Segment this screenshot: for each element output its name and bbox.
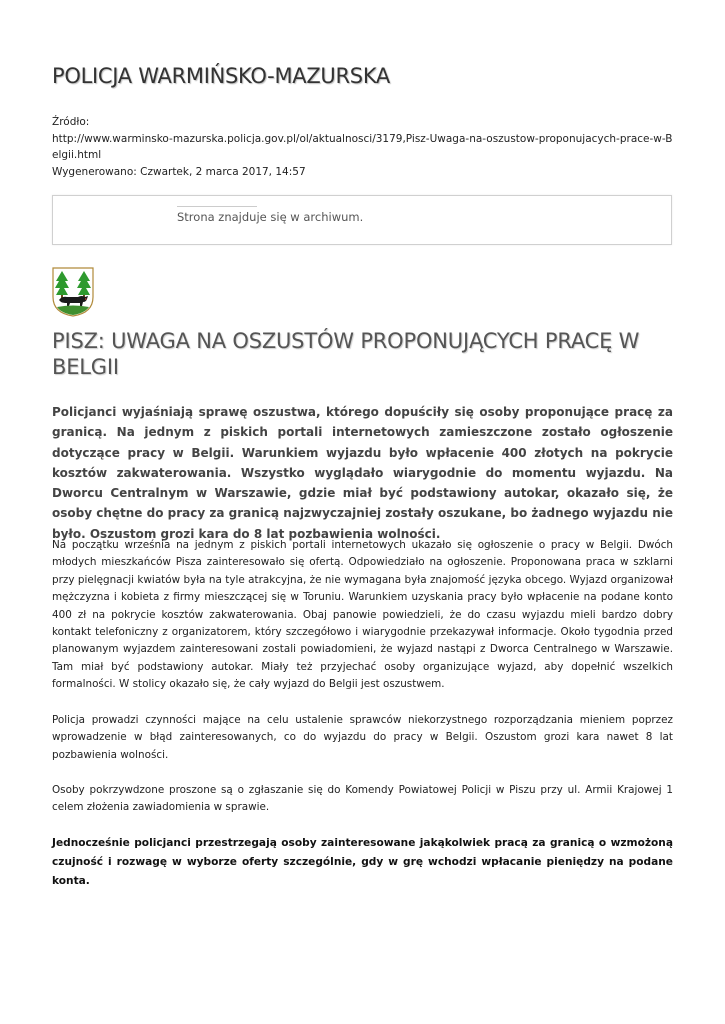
article-paragraph-3: Osoby pokrzywdzone proszone są o zgłaszanie się do Komendy Powiatowej Policji w Piszu przy ul. Armii Krajowej 1 celem złożenia zawiadomienia w sprawie. bbox=[52, 784, 673, 814]
article-paragraph-1: Na początku września na jednym z piskich portali internetowych ukazało się ogłoszenie o pracy w Belgii. Dwóch młodych mieszkańców Pisza zainteresowało się ofertą. Odpowiedziało na ogłoszenie. Proponowana praca w szklarni przy pielęgnacji kwiatów była na tyle atrakcyjna, że nie wymagana była znajomość języka obcego. Wyjazd organizował mężczyzna i kobieta z firmy mieszczącej się w Toruniu. Warunkiem uzyskania pracy było wpłacenie na podane konto 400 zł na pokrycie kosztów zakwaterowania. Obaj panowie powiedzieli, że do czasu wyjazdu mieli bardzo dobry kontakt telefoniczny z organizatorem, który szczegółowo i wiarygodnie przekazywał informacje. Około tygodnia przed planowanym wyjazdem zainteresowani zostali powiadomieni, że wyjazd nastąpi z Dworca Centralnego w Warszawie. Tam miał być podstawiony autokar. Miały też przyjechać osoby organizujące wyjazd, aby dopełnić wszelkich formalności. W stolicy okazało się, że cały wyjazd do Belgii jest oszustwem. bbox=[52, 539, 673, 691]
article-paragraph-2: Policja prowadzi czynności mające na celu ustalenie sprawców niekorzystnego rozporządzania mieniem poprzez wprowadzenie w błąd zainteresowanych, co do wyjazdu do pracy w Belgii. Oszustom grozi kara nawet 8 lat pozbawienia wolności. bbox=[52, 714, 673, 761]
source-url[interactable]: http://www.warminsko-mazurska.policja.gov.pl/ol/aktualnosci/3179,Pisz-Uwaga-na-oszustow-proponujacych-prace-w-Belgii.html bbox=[52, 132, 673, 161]
archive-notice bbox=[52, 195, 672, 245]
article-title: PISZ: UWAGA NA OSZUSTÓW PROPONUJĄCYCH PRACĘ W BELGII bbox=[52, 329, 640, 379]
article-lead: Policjanci wyjaśniają sprawę oszustwa, którego dopuściły się osoby proponujące pracę za granicą. Na jednym z piskich portali internetowych zamieszczone zostało ogłoszenie dotyczące pracy w Belgii. Warunkiem wyjazdu było wpłacenie 400 złotych na pokrycie kosztów zakwaterowania. Wszystko wyglądało wiarygodnie do momentu wyjazdu. Na Dworcu Centralnym w Warszawie, gdzie miał być podstawiony autokar, okazało się, że osoby chętne do pracy za granicą najzwyczajniej zostały oszukane, bo żadnego wyjazdu nie było. Oszustom grozi kara do 8 lat pozbawienia wolności. bbox=[52, 405, 673, 541]
document-meta bbox=[52, 114, 674, 180]
archive-message: Strona znajduje się w archiwum. bbox=[177, 210, 364, 224]
article-closing-warning: Jednocześnie policjanci przestrzegają osoby zainteresowane jakąkolwiek pracą za granicą o wzmożoną czujność i rozwagę w wyborze oferty szczególnie, gdy w grę wchodzi wpłacanie pieniędzy na podane konta. bbox=[52, 837, 673, 887]
pisz-coat-of-arms-icon bbox=[52, 267, 94, 317]
site-title: POLICJA WARMIŃSKO-MAZURSKA bbox=[52, 64, 390, 88]
generated-date: Wygenerowano: Czwartek, 2 marca 2017, 14:57 bbox=[52, 165, 306, 178]
source-label: Źródło: bbox=[52, 116, 90, 128]
archive-divider bbox=[177, 206, 257, 207]
